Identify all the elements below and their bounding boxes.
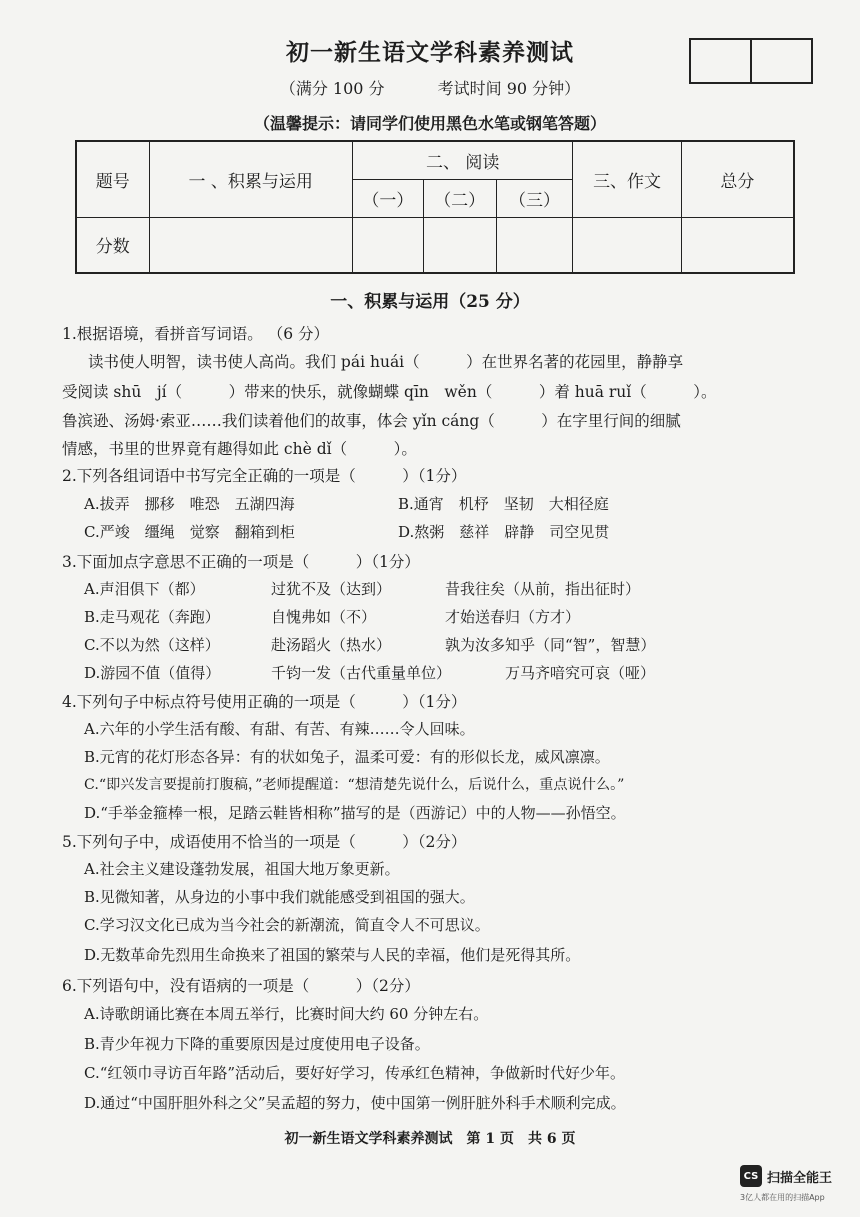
option: A.诗歌朗诵比赛在本周五举行，比赛时间大约 60 分钟左右。 (84, 1005, 489, 1023)
option: 千钧一发（古代重量单位） (271, 664, 452, 682)
question-1-stem: 1.根据语境，看拼音写词语。 （6 分） (62, 325, 330, 343)
question-1-line: 鲁滨逊、汤姆·索亚……我们读着他们的故事，体会 yǐn cáng（ ）在字里行间的细腻 (62, 412, 681, 430)
scanner-logo-icon: CS (740, 1165, 762, 1187)
exam-subtitle (0, 76, 860, 99)
score-cell[interactable] (496, 217, 573, 273)
option: 万马齐喑究可哀（哑） (505, 664, 656, 682)
score-cell[interactable] (573, 217, 681, 273)
option: B.青少年视力下降的重要原因是过度使用电子设备。 (84, 1035, 430, 1053)
row-label-score: 分数 (76, 217, 149, 273)
question-5-stem: 5.下列句子中，成语使用不恰当的一项是（ ）（2分） (62, 833, 467, 851)
option: D.无数革命先烈用生命换来了祖国的繁荣与人民的幸福，他们是死得其所。 (84, 946, 581, 964)
option: D.“手举金箍棒一根，足踏云鞋皆相称”描写的是（西游记）中的人物——孙悟空。 (84, 804, 626, 822)
col-reading-1: （一） (352, 179, 423, 217)
option: 自愧弗如（不） (271, 608, 377, 626)
option: 赴汤蹈火（热水） (271, 636, 392, 654)
exam-tip: （温馨提示：请同学们使用黑色水笔或钢笔答题） (253, 114, 606, 133)
col-accumulation: 一 、积累与运用 (149, 141, 352, 217)
score-cell[interactable] (149, 217, 352, 273)
option: D.熬粥 慈祥 辟静 司空见贯 (398, 523, 610, 541)
scanner-watermark (740, 1165, 832, 1187)
exam-title: 初一新生语文学科素养测试 (286, 39, 574, 66)
col-composition: 三、作文 (573, 141, 681, 217)
col-reading-2: （二） (423, 179, 496, 217)
question-1-line: 情感，书里的世界竟有趣得如此 chè dǐ（ ）。 (62, 440, 417, 458)
option: C.不以为然（这样） (84, 636, 220, 654)
score-cell[interactable] (352, 217, 423, 273)
question-4-stem: 4.下列句子中标点符号使用正确的一项是（ ）（1分） (62, 693, 467, 711)
question-1-line: 受阅读 shū jí（ ）带来的快乐，就像蝴蝶 qīn wěn（ ）着 huā ruǐ（ ）。 (62, 383, 717, 401)
option: B.通宵 机杼 坚韧 大相径庭 (398, 495, 609, 513)
option: D.通过“中国肝胆外科之父”吴孟超的努力，使中国第一例肝脏外科手术顺利完成。 (84, 1094, 626, 1112)
question-1-line: 读书使人明智，读书使人高尚。我们 pái huái（ ）在世界名著的花园里，静静享 (88, 353, 684, 371)
option: B.走马观花（奔跑） (84, 608, 220, 626)
scanner-slogan: 3亿人都在用的扫描App (740, 1193, 825, 1202)
score-cell[interactable] (681, 217, 794, 273)
question-6-stem: 6.下列语句中，没有语病的一项是（ ）（2分） (62, 977, 420, 995)
option: A.拔弄 挪移 唯恐 五湖四海 (84, 495, 295, 513)
option: A.六年的小学生活有酸、有甜、有苦、有辣……令人回味。 (84, 720, 475, 738)
option: C.“即兴发言要提前打腹稿，”老师提醒道：“想清楚先说什么，后说什么，重点说什么。” (84, 777, 625, 793)
col-reading: 二、 阅读 (352, 141, 572, 179)
row-label-number: 题号 (76, 141, 149, 217)
page-footer: 初一新生语文学科素养测试 第 1 页 共 6 页 (284, 1131, 576, 1147)
option: 才始送春归（方才） (445, 608, 581, 626)
option: B.元宵的花灯形态各异：有的状如兔子，温柔可爱：有的形似长龙，威风凛凛。 (84, 748, 610, 766)
option: C.学习汉文化已成为当今社会的新潮流，简直令人不可思议。 (84, 916, 490, 934)
option: D.游园不值（值得） (84, 664, 221, 682)
option: 孰为汝多知乎（同“智”，智慧） (445, 636, 656, 654)
col-reading-3: （三） (496, 179, 573, 217)
option: B.见微知著，从身边的小事中我们就能感受到祖国的强大。 (84, 888, 475, 906)
option: C.“红领巾寻访百年路”活动后，要好好学习，传承红色精神，争做新时代好少年。 (84, 1064, 626, 1082)
option: C.严竣 缰绳 觉察 翻箱到柜 (84, 523, 295, 541)
section-title: 一、积累与运用（25 分） (330, 292, 530, 312)
option: 昔我往矣（从前，指出征时） (445, 580, 641, 598)
option: A.声泪俱下（都） (84, 580, 205, 598)
option: A.社会主义建设蓬勃发展，祖国大地万象更新。 (84, 860, 400, 878)
question-2-stem: 2.下列各组词语中书写完全正确的一项是（ ）（1分） (62, 467, 467, 485)
question-3-stem: 3.下面加点字意思不正确的一项是（ ）（1分） (62, 553, 420, 571)
full-score: （满分 100 分 (279, 79, 385, 98)
score-cell[interactable] (423, 217, 496, 273)
score-table (75, 140, 795, 274)
scanner-name: 扫描全能王 (767, 1170, 833, 1186)
col-total: 总分 (681, 141, 794, 217)
option: 过犹不及（达到） (271, 580, 392, 598)
exam-time: 考试时间 90 分钟） (437, 79, 581, 98)
